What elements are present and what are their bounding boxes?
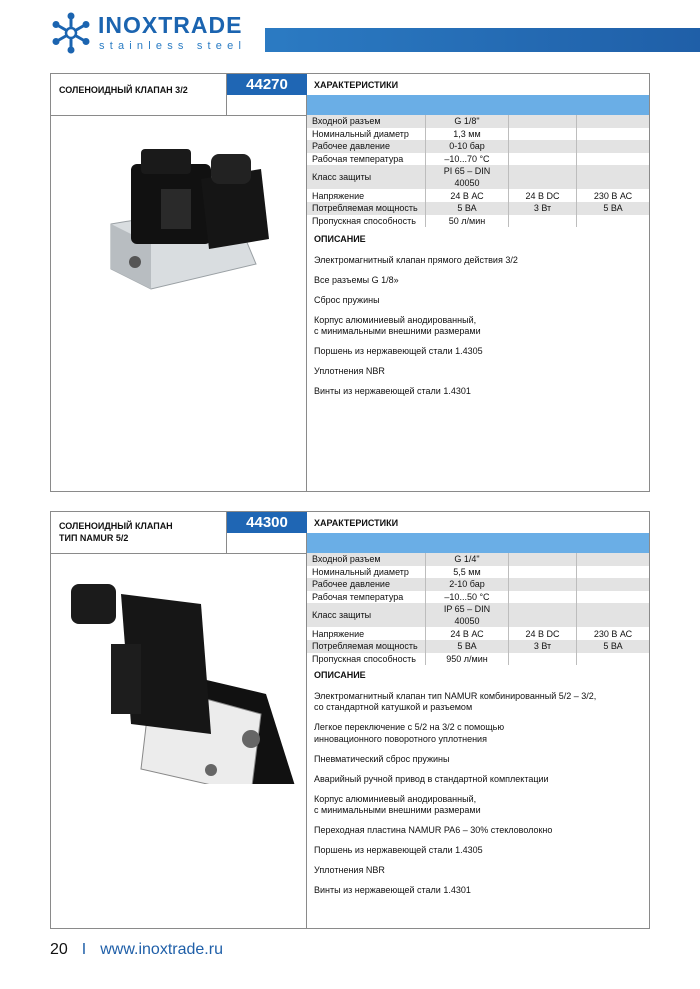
- spec-value: [509, 603, 577, 627]
- spec-value: PI 65 – DIN 40050: [426, 165, 509, 189]
- spec-row: [307, 128, 649, 141]
- spec-row: [307, 640, 649, 653]
- page-number: 20: [50, 941, 68, 958]
- spec-value: [509, 153, 577, 166]
- description-item: Электромагнитный клапан тип NAMUR комбинированный 5/2 – 3/2, со стандартной катушкой и разъемом: [314, 690, 597, 712]
- spec-value: [577, 653, 650, 666]
- spec-value: 3 Вт: [509, 202, 577, 215]
- spec-label: Рабочее давление: [307, 140, 426, 153]
- spec-value: G 1/8": [426, 115, 509, 128]
- spec-value: 2-10 бар: [426, 578, 509, 591]
- product-code: 44270: [227, 74, 307, 95]
- characteristics-bar: [307, 533, 649, 553]
- spec-row: [307, 578, 649, 591]
- spec-value: 24 В DC: [509, 189, 577, 202]
- description-item: Уплотнения NBR: [314, 366, 385, 376]
- spec-label: Напряжение: [307, 627, 426, 640]
- spec-value: 950 л/мин: [426, 653, 509, 666]
- description-item: Переходная пластина NAMUR PA6 – 30% стекловолокно: [314, 825, 553, 835]
- spec-value: 5 ВА: [577, 640, 650, 653]
- description-item: Все разъемы G 1/8»: [314, 274, 399, 285]
- spec-value: 24 В DC: [509, 627, 577, 640]
- description-heading: ОПИСАНИЕ: [314, 234, 366, 244]
- spec-value: 230 В АС: [593, 190, 633, 201]
- spec-value: –10...50 °C: [426, 591, 509, 604]
- spec-value: [577, 578, 650, 591]
- description-item: Уплотнения NBR: [314, 865, 385, 875]
- spec-value: 3 Вт: [509, 640, 577, 653]
- characteristics-heading: ХАРАКТЕРИСТИКИ: [314, 80, 399, 90]
- spec-label: Пропускная способность: [307, 653, 426, 666]
- spec-value: [577, 140, 650, 153]
- spec-row: [307, 627, 649, 640]
- spec-label: Номинальный диаметр: [307, 566, 426, 579]
- spec-value: [509, 165, 577, 189]
- spec-value: [577, 115, 650, 128]
- spec-row: [307, 603, 649, 627]
- spec-label: Рабочая температура: [307, 591, 426, 604]
- spec-label: Входной разъем: [307, 115, 426, 128]
- spec-row: [307, 189, 649, 202]
- footer-separator: I: [81, 941, 87, 958]
- spec-label: Входной разъем: [307, 553, 426, 566]
- description-heading: ОПИСАНИЕ: [314, 670, 366, 680]
- product-block-44270: [50, 73, 650, 492]
- spec-value: [577, 128, 650, 141]
- characteristics-bar: [307, 95, 649, 115]
- description: [314, 234, 644, 406]
- description-item: Винты из нержавеющей стали 1.4301: [314, 885, 471, 895]
- product-title: СОЛЕНОИДНЫЙ КЛАПАН ТИП NAMUR 5/2: [51, 512, 227, 554]
- spec-label: Рабочее давление: [307, 578, 426, 591]
- description-item: Корпус алюминиевый анодированный, с минимальными внешними размерами: [314, 793, 481, 815]
- description-item: Аварийный ручной привод в стандартной комплектации: [314, 773, 549, 784]
- specs-table: [307, 553, 649, 665]
- specs-table: [307, 115, 649, 227]
- spec-value: [509, 215, 577, 228]
- footer: [50, 941, 223, 959]
- spec-row: [307, 153, 649, 166]
- spec-value: 24 В АС: [426, 627, 509, 640]
- spec-label: Класс защиты: [307, 603, 426, 627]
- spec-label: Потребляемая мощность: [307, 640, 426, 653]
- description-item: Легкое переключение с 5/2 на 3/2 с помощью инновационного поворотного уплотнения: [314, 722, 505, 744]
- spec-row: [307, 653, 649, 666]
- brand-name: INOXTRADE: [98, 12, 243, 38]
- spec-value: [509, 553, 577, 566]
- spec-label: Напряжение: [307, 189, 426, 202]
- spec-value: 230 В АС: [593, 628, 633, 639]
- website-link[interactable]: www.inoxtrade.ru: [100, 941, 223, 958]
- description-item: Корпус алюминиевый анодированный, с минимальными внешними размерами: [314, 314, 481, 336]
- spec-value: 50 л/мин: [426, 215, 509, 228]
- spec-value: IP 65 – DIN 40050: [426, 603, 509, 627]
- spec-row: [307, 553, 649, 566]
- description-item: Пневматический сброс пружины: [314, 753, 450, 764]
- spec-row: [307, 115, 649, 128]
- spec-value: [509, 578, 577, 591]
- characteristics-heading: ХАРАКТЕРИСТИКИ: [314, 518, 399, 528]
- brand-tagline: stainless steel: [99, 40, 247, 52]
- spec-row: [307, 140, 649, 153]
- spec-row: [307, 202, 649, 215]
- description-item: Винты из нержавеющей стали 1.4301: [314, 386, 471, 396]
- code-cell-blank: [227, 533, 307, 554]
- spec-row: [307, 591, 649, 604]
- spec-value: [577, 591, 650, 604]
- spec-value: –10...70 °C: [426, 153, 509, 166]
- spec-value: 5 ВА: [577, 202, 650, 215]
- spec-value: 5 ВА: [426, 202, 509, 215]
- product-block-44300: [50, 511, 650, 929]
- spec-row: [307, 165, 649, 189]
- product-title: СОЛЕНОИДНЫЙ КЛАПАН 3/2: [51, 74, 227, 116]
- description-item: Поршень из нержавеющей стали 1.4305: [314, 346, 483, 356]
- snowflake-logo-icon: [50, 12, 92, 54]
- spec-value: 1,3 мм: [426, 128, 509, 141]
- spec-value: [577, 215, 650, 228]
- spec-value: 24 В АС: [426, 189, 509, 202]
- spec-row: [307, 566, 649, 579]
- spec-row: [307, 215, 649, 228]
- spec-value: [509, 128, 577, 141]
- solenoid-valve-photo: [91, 144, 281, 294]
- spec-value: [577, 153, 650, 166]
- spec-value: [509, 140, 577, 153]
- spec-value: [577, 553, 650, 566]
- spec-value: [509, 115, 577, 128]
- spec-value: [509, 591, 577, 604]
- description-item: Сброс пружины: [314, 294, 380, 305]
- spec-value: 5 ВА: [426, 640, 509, 653]
- spec-value: [577, 603, 650, 627]
- spec-value: [577, 566, 650, 579]
- spec-value: 0-10 бар: [426, 140, 509, 153]
- spec-value: [509, 653, 577, 666]
- code-cell-blank: [227, 95, 307, 116]
- spec-value: 5,5 мм: [426, 566, 509, 579]
- spec-value: G 1/4": [426, 553, 509, 566]
- spec-label: Номинальный диаметр: [307, 128, 426, 141]
- spec-label: Класс защиты: [307, 165, 426, 189]
- spec-label: Пропускная способность: [307, 215, 426, 228]
- spec-label: Потребляемая мощность: [307, 202, 426, 215]
- spec-value: [577, 165, 650, 189]
- description-item: Поршень из нержавеющей стали 1.4305: [314, 845, 483, 855]
- spec-value: [509, 566, 577, 579]
- spec-label: Рабочая температура: [307, 153, 426, 166]
- description-item: Электромагнитный клапан прямого действия 3/2: [314, 254, 518, 265]
- description: [314, 670, 644, 905]
- product-code: 44300: [227, 512, 307, 533]
- namur-valve-photo: [61, 574, 301, 784]
